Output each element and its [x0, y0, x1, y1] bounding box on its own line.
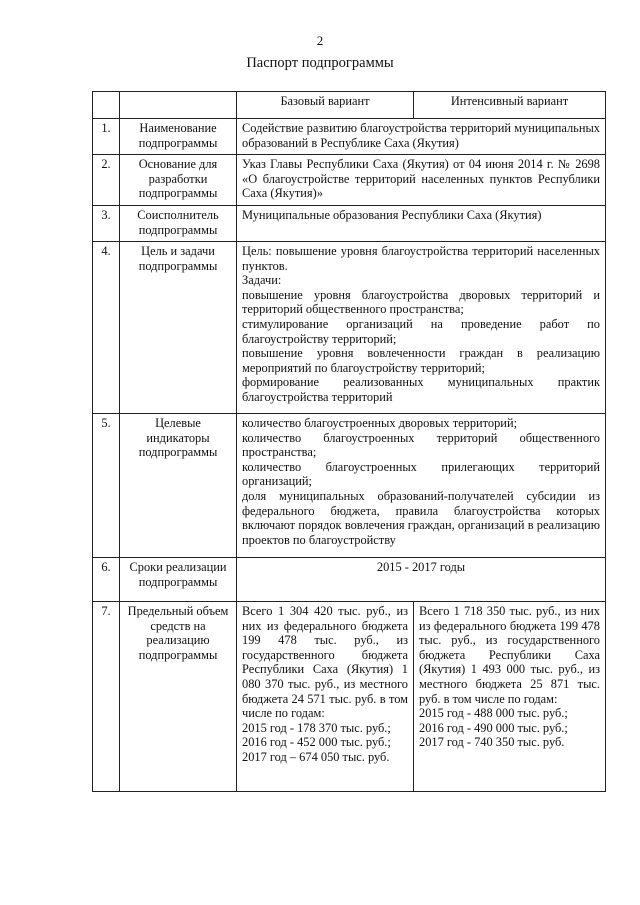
basic-funding-cell	[237, 602, 414, 792]
row-line: Содействие развитию благоустройства территорий муниципальных образований в Республике Саха (Якутия)	[242, 121, 600, 150]
funding-year: 2016 год - 452 000 тыс. руб.;	[242, 735, 391, 750]
table-row	[93, 206, 606, 242]
row-line: стимулирование организаций на проведение работ по благоустройству территорий;	[242, 316, 600, 346]
header-num-cell	[93, 92, 120, 119]
row-name: Предельный объем средств на реализацию подпрограммы	[120, 602, 237, 792]
passport-table	[92, 91, 606, 792]
funding-year: 2016 год - 490 000 тыс. руб.;	[419, 720, 568, 735]
funding-year: 2017 год - 740 350 тыс. руб.	[419, 735, 565, 750]
funding-text: Всего 1 718 350 тыс. руб., из них из федерального бюджета 199 478 тыс. руб., из государственного бюджета Республики Саха (Якутия) 1 493 000 тыс. руб., из местного бюджета 25 871 тыс. руб. в том числе по годам:	[419, 604, 600, 706]
row-name: Основание для разработки подпрограммы	[120, 155, 237, 206]
row-number: 6.	[93, 558, 120, 602]
row-line: количество благоустроенных дворовых территорий;	[242, 416, 518, 430]
row-name: Цель и задачи подпрограммы	[120, 242, 237, 414]
row-content	[237, 242, 606, 414]
row-line: количество благоустроенных территорий общественного пространства;	[242, 430, 600, 460]
row-line: Муниципальные образования Республики Саха (Якутия)	[242, 208, 542, 222]
table-row	[93, 414, 606, 558]
row-line: Задачи:	[242, 273, 282, 288]
row-line: Указ Главы Республики Саха (Якутия) от 04 июня 2014 г. № 2698 «О благоустройстве территорий населенных пунктов Республики Саха (Якутия)»	[242, 157, 600, 201]
row-number: 1.	[93, 119, 120, 155]
row-number: 5.	[93, 414, 120, 558]
table-row	[93, 558, 606, 602]
row-line: количество благоустроенных прилегающих территорий организаций;	[242, 459, 600, 489]
header-name-cell	[120, 92, 237, 119]
funding-year: 2017 год – 674 050 тыс. руб.	[242, 749, 390, 764]
table-row	[93, 242, 606, 414]
row-name: Целевые индикаторы подпрограммы	[120, 414, 237, 558]
table-row	[93, 119, 606, 155]
header-intensive-variant: Интенсивный вариант	[414, 92, 606, 119]
funding-year: 2015 год - 488 000 тыс. руб.;	[419, 706, 568, 721]
table-row	[93, 155, 606, 206]
row-content	[237, 119, 606, 155]
row-name: Наименование подпрограммы	[120, 119, 237, 155]
row-line: повышение уровня благоустройства дворовых территорий и территорий общественного пространства;	[242, 287, 600, 317]
row-number: 7.	[93, 602, 120, 792]
row-name: Сроки реализации подпрограммы	[120, 558, 237, 602]
row-number: 3.	[93, 206, 120, 242]
intensive-funding-cell	[414, 602, 606, 792]
row-line: повышение уровня вовлеченности граждан в реализацию мероприятий по благоустройству территорий;	[242, 346, 600, 375]
funding-year: 2015 год - 178 370 тыс. руб.;	[242, 720, 391, 735]
row-line: доля муниципальных образований-получателей субсидии из федерального бюджета, правила благоустройства которых включают порядок вовлечения граждан, организаций в реализацию проектов по благоустройству	[242, 488, 600, 547]
document-title: Паспорт подпрограммы	[246, 55, 394, 71]
funding-text: Всего 1 304 420 тыс. руб., из них из федерального бюджета 199 478 тыс. руб., из государственного бюджета Республики Саха (Якутия) 1 080 370 тыс. руб., из местного бюджета 24 571 тыс. руб. в том числе по годам:	[242, 604, 408, 721]
row-content	[237, 414, 606, 558]
row-content	[237, 155, 606, 206]
row-line: формирование реализованных муниципальных практик благоустройства территорий	[242, 375, 600, 404]
row-line: Цель: повышение уровня благоустройства территорий населенных пунктов.	[242, 244, 600, 273]
row-name: Соисполнитель подпрограммы	[120, 206, 237, 242]
row-number: 4.	[93, 242, 120, 414]
row-content	[237, 206, 606, 242]
header-basic-variant: Базовый вариант	[237, 92, 414, 119]
page-number: 2	[316, 33, 324, 48]
table-header-row	[93, 92, 606, 119]
row-period: 2015 - 2017 годы	[237, 558, 606, 602]
row-number: 2.	[93, 155, 120, 206]
table-row	[93, 602, 606, 792]
